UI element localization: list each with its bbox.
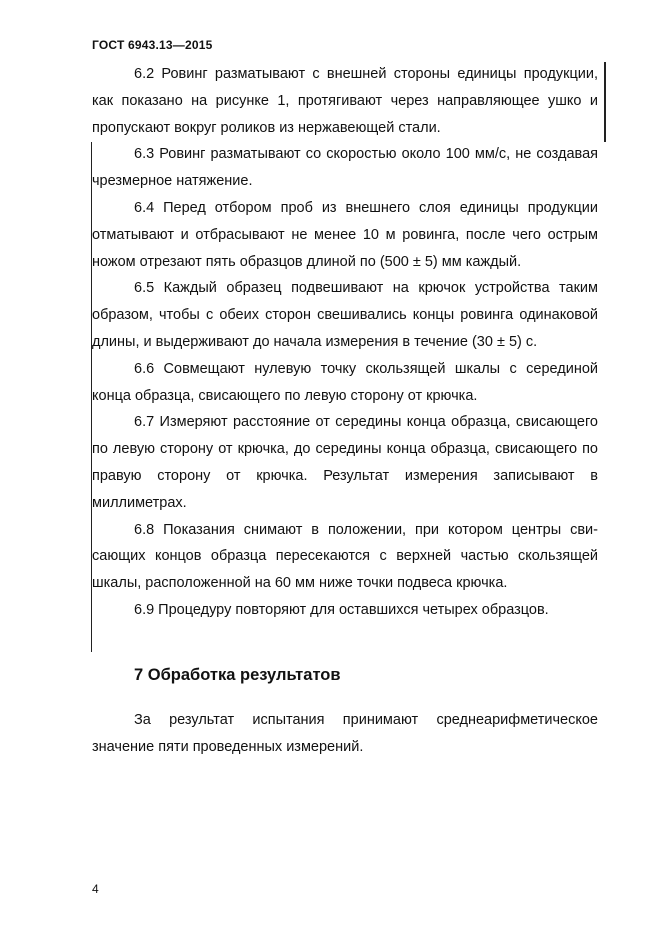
page-number: 4: [92, 882, 99, 896]
section-6-body: [92, 61, 598, 624]
section-7-body: [92, 707, 598, 761]
paragraph-6-9: 6.9 Процедуру повторяют для оставшихся четырех образцов.: [134, 601, 549, 618]
paragraph-6-8: 6.8 Показания снимают в положении, при котором центры свисающих концов образца пересекаются с верхней частью скользящей шкалы, расположенной на 60 мм ниже точки подвеса крючка.: [92, 521, 598, 592]
paragraph-6-3: 6.3 Ровинг разматывают со скоростью около 100 мм/с, не создавая чрезмерное натяжение.: [92, 146, 598, 190]
paragraph-6-6: 6.6 Совмещают нулевую точку скользящей шкалы с серединой конца образца, свисающего по левую сторону от крючка.: [92, 360, 598, 404]
paragraph-6-4: 6.4 Перед отбором проб из внешнего слоя единицы продукции отматывают и отбрасывают не менее 10 м ровинга, после чего острым ножом отрезают пять образцов длиной по (500 ± 5) мм каждый.: [92, 199, 598, 270]
paragraph-7-result: За результат испытания принимают среднеарифметическое значение пяти проведенных измерений.: [92, 712, 598, 755]
paragraph-6-7: 6.7 Измеряют расстояние от середины конца образца, свисающего по левую сторону от крючка, до середины конца образца, свисающего по правую сторону от крючка. Результат измерения записывают в миллиметрах.: [92, 414, 598, 511]
paragraph-6-2: 6.2 Ровинг разматывают с внешней стороны единицы продукции, как показано на рисунке 1, протягивают через направляющее ушко и пропускают вокруг роликов из нержавеющей стали.: [92, 66, 598, 136]
paragraph-6-5: 6.5 Каждый образец подвешивают на крючок устройства таким образом, чтобы с обеих сторон свешивались концы ровинга одинаковой длины, и выдерживают до начала измерения в течение (30 ± 5) с.: [92, 280, 598, 350]
section-7-heading: 7 Обработка результатов: [134, 666, 341, 684]
change-bar-right: [604, 62, 606, 142]
document-code-header: ГОСТ 6943.13—2015: [92, 38, 213, 52]
